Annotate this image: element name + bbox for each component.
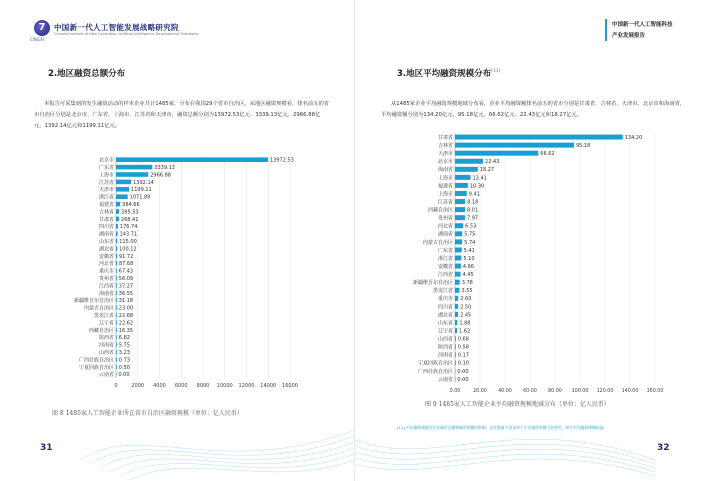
value-label: 2.60: [460, 296, 472, 303]
bar: [116, 246, 117, 251]
bar: [116, 276, 117, 281]
bar: [116, 180, 131, 185]
value-label: 5.41: [463, 247, 475, 254]
bar: [455, 336, 456, 341]
x-tick-label: 20.00: [473, 389, 487, 394]
bar: [116, 217, 119, 222]
bar: [455, 191, 467, 196]
category-label: 江苏省: [98, 179, 114, 186]
bar-row: [438, 182, 484, 189]
right-section-title: [397, 67, 500, 79]
value-label: 0.73: [118, 357, 130, 364]
bar-row: [84, 305, 133, 312]
bar: [455, 151, 538, 156]
value-label: 9.41: [468, 191, 480, 198]
category-label: 河南省: [98, 342, 114, 349]
value-label: 13972.53: [269, 157, 294, 164]
left-section-title: 2.地区融资总额分布: [48, 69, 126, 79]
category-label: 湖北省: [98, 246, 114, 253]
logo-caption: CINGAI: [30, 37, 44, 42]
value-label: 2.45: [460, 312, 472, 319]
category-label: 山东省: [437, 320, 453, 327]
value-label: 22.68: [118, 313, 134, 319]
bar-row: [99, 349, 130, 356]
category-label: 辽宁省: [437, 328, 453, 335]
category-label: 甘肃省: [437, 134, 453, 141]
bar: [455, 167, 478, 172]
category-label: 河北省: [98, 261, 114, 268]
category-label: 云南省: [437, 376, 453, 383]
value-label: 0.00: [457, 368, 469, 375]
bar-row: [99, 171, 171, 178]
bar-row: [99, 186, 152, 193]
bar-row: [99, 201, 140, 208]
category-label: 湖南省: [437, 231, 453, 238]
category-label: 云南省: [98, 372, 114, 379]
bar: [116, 231, 118, 236]
bar: [116, 209, 119, 214]
value-label: 22.43: [485, 159, 500, 166]
value-label: 87.68: [118, 261, 134, 268]
category-label: 广西壮族自治区: [78, 357, 114, 364]
x-tick-label: 60.00: [523, 389, 537, 394]
value-label: 36.55: [118, 290, 134, 297]
value-label: 5.74: [464, 239, 476, 246]
value-label: 22.62: [118, 320, 134, 327]
category-label: 辽宁省: [98, 320, 114, 327]
bar-row: [438, 303, 471, 310]
value-label: 16.35: [118, 327, 134, 334]
value-label: 0.10: [457, 360, 469, 367]
value-label: 10.30: [469, 183, 485, 190]
bar-row: [438, 223, 476, 230]
x-tick-label: 6000: [174, 383, 188, 389]
bar-row: [79, 364, 130, 371]
value-label: 268.41: [120, 216, 139, 223]
bar: [455, 272, 461, 277]
value-label: 285.53: [121, 209, 139, 216]
bar: [116, 283, 117, 288]
value-label: 7.97: [466, 215, 479, 222]
bar-row: [418, 360, 469, 367]
value-label: 2966.88: [150, 172, 171, 179]
value-label: 3.78: [461, 280, 473, 287]
bar: [116, 305, 117, 310]
bar: [116, 365, 117, 370]
bar-row: [438, 255, 475, 262]
bar: [116, 224, 118, 229]
bar: [116, 357, 117, 362]
bar: [455, 352, 456, 357]
category-label: 广东省: [98, 165, 114, 171]
value-label: 95.18: [575, 142, 591, 149]
value-label: 1071.89: [129, 194, 151, 201]
x-tick-label: 2000: [131, 383, 145, 389]
bar-row: [438, 352, 469, 359]
category-label: 江苏省: [437, 199, 453, 206]
bar-row: [99, 208, 139, 215]
plot-area: [413, 133, 663, 394]
wave-decoration-left: [0, 400, 355, 481]
bar: [116, 335, 117, 340]
category-label: 贵州省: [437, 215, 453, 222]
bar-row: [438, 344, 469, 351]
category-label: 安徽省: [98, 253, 114, 260]
x-tick-label: 0: [114, 383, 118, 389]
bar-row: [99, 157, 294, 164]
x-tick-label: 160.00: [646, 389, 664, 394]
value-label: 5.75: [118, 342, 130, 349]
bar-row: [438, 215, 478, 222]
value-label: 143.71: [119, 231, 138, 238]
bar: [116, 165, 152, 170]
bar-row: [438, 271, 474, 278]
bar: [455, 304, 458, 309]
x-tick-label: 80.00: [548, 389, 562, 394]
bar-row: [418, 368, 469, 375]
category-label: 重庆市: [98, 268, 114, 275]
category-label: 四川省: [437, 304, 453, 311]
value-label: 115.00: [119, 239, 137, 245]
value-label: 0.50: [118, 364, 130, 371]
bar-row: [438, 158, 499, 165]
category-label: 重庆市: [437, 296, 453, 303]
value-label: 1392.14: [133, 179, 154, 186]
category-label: 山西省: [437, 336, 453, 343]
bar: [455, 312, 458, 317]
x-tick-label: 120.00: [596, 389, 614, 394]
x-tick-label: 4000: [153, 383, 166, 389]
bar: [455, 159, 483, 164]
bar-row: [438, 336, 469, 343]
bar-row: [99, 179, 154, 186]
bar-row: [438, 327, 470, 334]
bar-row: [99, 194, 150, 201]
bar-row: [438, 231, 475, 238]
value-label: 12.41: [472, 175, 487, 182]
category-label: 广东省: [437, 247, 453, 254]
bar-row: [99, 238, 137, 245]
bar: [455, 231, 462, 236]
bar: [116, 268, 117, 273]
value-label: 23.00: [118, 305, 134, 312]
right-section-title-text: 3.地区平均融资规模分布: [397, 69, 492, 79]
bar: [455, 223, 463, 228]
bar: [455, 264, 461, 269]
bar-row: [99, 231, 137, 238]
category-label: 山东省: [98, 239, 114, 245]
value-label: 3.55: [461, 288, 473, 295]
header-accent-bar: [605, 19, 607, 41]
value-label: 0.58: [457, 344, 469, 351]
category-label: 江西省: [98, 283, 114, 290]
institute-english-name: Chinese Institute of New Generation Artificial Intelligence Development Strategies: [54, 32, 199, 36]
bar: [455, 360, 456, 365]
bar-row: [438, 263, 474, 270]
bar: [455, 175, 471, 180]
bar-row: [438, 198, 478, 205]
category-label: 上海市: [98, 172, 114, 179]
value-label: 2.50: [460, 304, 472, 311]
bar: [455, 328, 457, 333]
category-label: 北京市: [98, 157, 114, 164]
x-tick-label: 16000: [282, 383, 298, 389]
bar-row: [438, 142, 590, 149]
bar: [116, 202, 120, 207]
bar: [455, 215, 465, 220]
value-label: 3339.13: [154, 165, 176, 171]
bar: [455, 199, 465, 204]
category-label: 吉林省: [98, 209, 114, 216]
bar-row: [438, 247, 475, 254]
bar-row: [413, 279, 473, 286]
bar: [455, 183, 468, 188]
value-label: 1.62: [459, 328, 471, 335]
bar: [116, 342, 117, 347]
page-number-left: 31: [40, 443, 53, 453]
x-tick-label: 12000: [238, 383, 255, 389]
bar: [455, 320, 457, 325]
value-label: 0.68: [457, 336, 469, 343]
category-label: 浙江省: [437, 255, 453, 262]
value-label: 91.72: [118, 253, 134, 260]
x-tick-label: 14000: [260, 383, 277, 389]
value-label: 0.00: [118, 372, 130, 379]
category-label: 四川省: [98, 224, 114, 231]
category-label: 新疆维吾尔自治区: [412, 280, 453, 287]
right-page: [355, 0, 710, 481]
value-label: 31.18: [118, 298, 134, 305]
bar-row: [74, 297, 133, 304]
left-paragraph: 本报告可采集到的发生融资活动的样本企业共计1485家，分布在我国29个省市自治区。从地区融资规模看，排名前五的省市自治区分别是北京市、广东省、上海市、江苏省和天津市，融资总额分别为13972.53亿元、3339.13亿元、2966.88亿元、1392.14亿元和1199.11亿元。: [34, 101, 330, 129]
bar: [455, 143, 574, 148]
category-label: 宁夏回族自治区: [78, 364, 114, 371]
bar-row: [423, 239, 475, 246]
bar-row: [89, 327, 133, 334]
category-label: 内蒙古自治区: [83, 305, 114, 312]
value-label: 4.66: [462, 263, 474, 270]
institute-name: 中国新一代人工智能发展战略研究院: [54, 23, 179, 32]
x-tick-label: 8000: [196, 383, 210, 389]
bar-row: [99, 223, 137, 230]
value-label: 134.20: [624, 134, 643, 141]
report-title-line2: 产业发展报告: [612, 33, 646, 39]
value-label: 6.82: [118, 335, 130, 342]
value-label: 6.53: [465, 223, 477, 230]
bar: [116, 350, 117, 355]
bar-row: [79, 356, 130, 363]
value-label: 66.62: [540, 151, 555, 158]
category-label: 西藏自治区: [427, 207, 453, 214]
bar-row: [438, 134, 642, 141]
bar: [116, 254, 117, 259]
category-label: 海南省: [98, 290, 114, 297]
category-label: 甘肃省: [98, 216, 114, 223]
category-label: 宁夏回族自治区: [417, 360, 453, 367]
bar-row: [438, 319, 471, 326]
value-label: 0.00: [457, 376, 469, 383]
category-label: 山西省: [98, 350, 114, 356]
bar-row: [99, 371, 130, 378]
value-label: 3.23: [118, 350, 130, 356]
right-paragraph: 从1485家企业平均融资规模地域分布看，企业平均融资额排名前五的省市分别是甘肃省、吉林省、天津市、北京市和海南省，平均融资额分别为134.20亿元、95.18亿元、66.62亿元、22.43亿元和18.27亿元。: [381, 101, 686, 118]
category-label: 福建省: [98, 202, 114, 208]
bar: [455, 344, 456, 349]
category-label: 天津市: [437, 151, 453, 158]
bar: [116, 328, 117, 333]
value-label: 4.45: [462, 272, 474, 279]
category-label: 北京市: [437, 159, 453, 166]
bar: [116, 172, 148, 177]
category-label: 陕西省: [98, 335, 114, 342]
bar: [455, 256, 461, 261]
value-label: 176.74: [119, 224, 138, 231]
bar: [116, 298, 117, 303]
value-label: 8.18: [467, 199, 479, 206]
bar-row: [433, 287, 473, 294]
bar-row: [438, 311, 471, 318]
value-label: 384.66: [122, 202, 140, 208]
category-label: 福建省: [437, 183, 453, 190]
bar: [455, 207, 465, 212]
value-label: 1.88: [459, 320, 471, 327]
figure-9-caption: 图 9 1485家人工智能企业平均融资规模地域分布（单位：亿人民币）: [425, 401, 610, 408]
bar: [455, 288, 459, 293]
bar-row: [99, 342, 130, 349]
bar-row: [428, 207, 478, 214]
category-label: 贵州省: [98, 276, 114, 282]
category-label: 广西壮族自治区: [417, 368, 453, 375]
bar: [455, 239, 462, 244]
x-tick-label: 0.00: [449, 389, 461, 394]
bar: [116, 157, 268, 162]
category-label: 安徽省: [437, 263, 453, 270]
average-funding-chart: [355, 130, 710, 395]
category-label: 湖南省: [98, 231, 114, 238]
value-label: 18.27: [479, 167, 495, 174]
institute-logo-icon: 7: [34, 20, 50, 36]
bar-row: [99, 245, 137, 252]
bar-row: [438, 174, 487, 181]
footnote: [11] 平均融资规模为企业融资总额和融资规模的影响，企业数量少但是单个企业融资规模大的省市，单位平均融资规模较高。: [397, 425, 608, 430]
plot-area: [74, 156, 298, 389]
bar: [116, 261, 117, 266]
x-tick-label: 40.00: [498, 389, 512, 394]
regional-funding-chart: [0, 150, 355, 390]
bar: [116, 239, 117, 244]
report-title-line1: 中国新一代人工智能科技: [612, 22, 673, 28]
category-label: 新疆维吾尔自治区: [73, 298, 114, 305]
footnote-ref[interactable]: [11]: [491, 69, 501, 75]
bar-row: [438, 190, 480, 197]
category-label: 海南省: [437, 167, 453, 174]
category-label: 黑龙江省: [432, 288, 453, 295]
bar: [455, 247, 462, 252]
bar-row: [438, 150, 555, 157]
bar-row: [99, 164, 175, 171]
category-label: 内蒙古自治区: [422, 239, 453, 246]
bar: [455, 135, 623, 140]
bar-row: [99, 216, 138, 223]
bar: [116, 313, 117, 318]
value-label: 56.09: [118, 276, 134, 282]
category-label: 西藏自治区: [88, 327, 114, 334]
category-label: 河南省: [437, 352, 453, 359]
category-label: 浙江省: [98, 194, 114, 201]
category-label: 江西省: [437, 272, 453, 279]
x-tick-label: 10000: [216, 383, 233, 389]
value-label: 5.75: [464, 231, 476, 238]
category-label: 湖北省: [437, 312, 453, 319]
category-label: 黑龙江省: [93, 313, 114, 319]
value-label: 100.12: [119, 246, 137, 253]
value-label: 1199.11: [131, 187, 152, 194]
value-label: 67.43: [118, 268, 134, 275]
category-label: 吉林省: [437, 142, 453, 149]
category-label: 天津市: [98, 187, 114, 194]
bar-row: [438, 376, 469, 383]
bar: [116, 291, 117, 296]
bar: [116, 187, 129, 192]
figure-8-caption: 图 8 1485家人工智能企业所在省市自治区融资规模（单位：亿人民币）: [52, 410, 243, 417]
bar: [455, 296, 458, 301]
value-label: 0.17: [457, 352, 469, 359]
bar: [116, 320, 117, 325]
bar-row: [94, 312, 133, 319]
x-tick-label: 100.00: [571, 389, 589, 394]
bar: [116, 194, 128, 199]
bar-row: [438, 295, 471, 302]
category-label: 上海市: [437, 191, 453, 198]
category-label: 河北省: [437, 223, 453, 230]
category-label: 陕西省: [437, 344, 453, 351]
value-label: 37.27: [118, 283, 134, 290]
value-label: 8.01: [467, 207, 479, 214]
bar: [455, 280, 460, 285]
bar-row: [99, 334, 130, 341]
x-tick-label: 140.00: [621, 389, 639, 394]
page-number-right: 32: [657, 443, 670, 453]
category-label: 上海市: [437, 175, 453, 182]
bar-row: [438, 166, 494, 173]
value-label: 5.10: [463, 255, 475, 262]
